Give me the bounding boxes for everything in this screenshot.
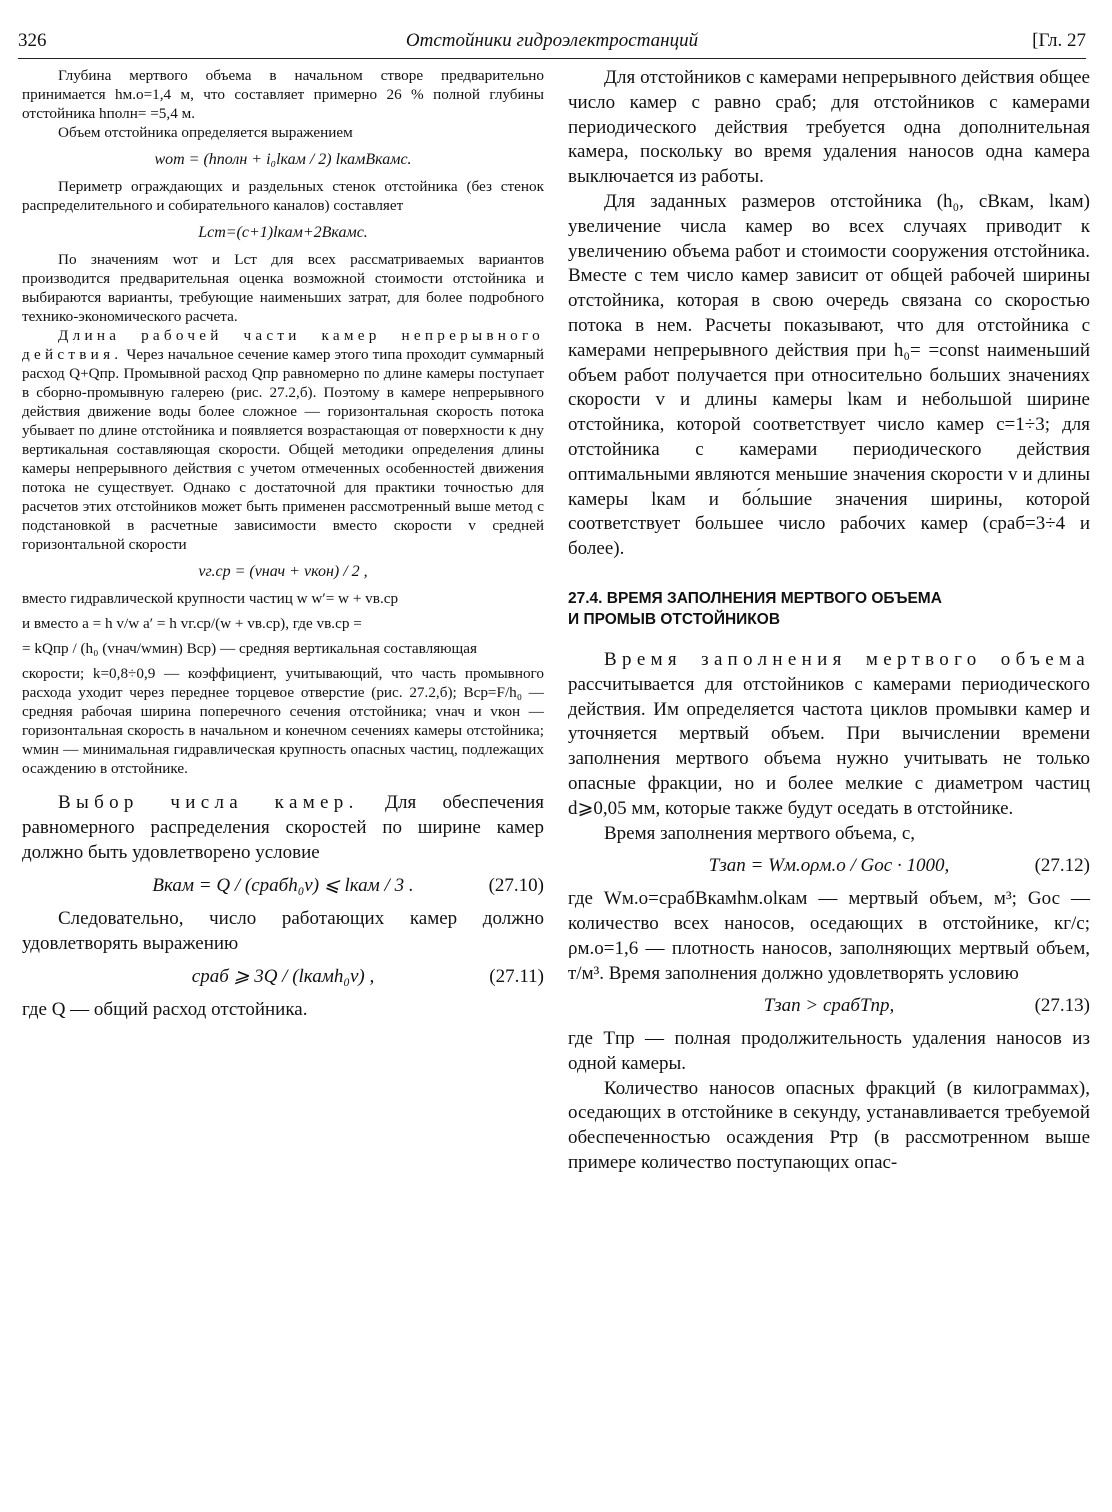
section-heading: 27.4. ВРЕМЯ ЗАПОЛНЕНИЯ МЕРТВОГО ОБЪЕМА И ПРОМЫВ ОТСТОЙНИКОВ [568,589,942,628]
running-title: Отстойники гидроэлектростанций [405,30,699,51]
right-column [568,66,1090,1176]
header-rule [18,58,1086,59]
equation-mean-velocity: vг.ср = (vнач + vкон) / 2 , [198,563,368,580]
paragraph: Длина рабочей части камер непрерывного действия. Через начальное сечение камер этого типа проходит суммарный расход Q+Qпр. Промывной расход Qпр равномерно по длине камеры поступает в сборно-промывную галерею (рис. 27.2,б). Поэтому в камере непрерывного действия движение воды более сложное — горизонтальная скорость потока убывает по длине отстойника и появляется возрастающая от поверхности к дну вертикальная составляющая скорости. Общей методики определения длины камеры непрерывного действия с учетом отмеченных особенностей движения потока не существует. Однако с достаточной для практики точностью для расчетов этих отстойников может быть применен рассмотренный выше метод с подстановкой в расчетные зависимости вместо скорости v средней горизонтальной скорости [22,327,544,553]
paragraph: где Q — общий расход отстойника. [22,999,308,1020]
equation-number: (27.13) [1034,995,1090,1017]
equation-27-13: Tзап > cрабTпр, (27.13) [568,994,1090,1019]
equation-27-12: Tзап = Wм.оρм.о / Gос · 1000, (27.12) [568,854,1090,879]
paragraph: Количество наносов опасных фракций (в килограммах), оседающих в отстойнике в секунду, устанавливается требуемой обеспеченностью осаждения Pтр (в рассмотренном выше примере количество поступающих опас- [568,1077,1090,1174]
paragraph: Объем отстойника определяется выражением [58,124,353,141]
paragraph: Периметр ограждающих и раздельных стенок отстойника (без стенок распределительного и собирательного каналов) составляет [22,178,544,214]
paragraph: где Wм.о=cрабBкамhм.оlкам — мертвый объем, м³; Gос — количество всех наносов, оседающих в отстойнике, кг/с; ρм.о=1,6 — плотность наносов, заполняющих мертвый объем, т/м³. Время заполнения должно удовлетворять условию [568,888,1090,984]
paragraph: вместо гидравлической крупности частиц w w′= w + vв.ср [22,590,399,607]
equation-27-11: cраб ⩾ 3Q / (lкамh₀v) , (27.11) [191,966,544,987]
paragraph: Выбор числа камер. Для обеспечения равномерного распределения скоростей по ширине камер должно быть удовлетворено условие [22,792,544,863]
paragraph: скорости; k=0,8÷0,9 — коэффициент, учитывающий, что часть промывного расхода уходит через переднее торцевое отверстие (рис. 27.2,б); Bср=F/h₀ — средняя рабочая ширина поперечного сечения отстойника; vнач и vкон — горизонтальная скорость в начальном и конечном сечениях камеры отстойника; wмин — минимальная гидравлическая крупность опасных частиц, подлежащих осаждению в отстойнике. [22,665,544,777]
equation-volume: wот = (hполн + i₀lкам / 2) lкамBкамc. [154,151,412,168]
equation-perimeter: Lст=(c+1)lкам+2Bкамc. [198,224,368,241]
paragraph: где Tпр — полная продолжительность удаления наносов из одной камеры. [568,1028,1090,1074]
paragraph: Глубина мертвого объема в начальном створе предварительно принимается hм.о=1,4 м, что составляет примерно 26 % полной глубины отстойника hполн= =5,4 м. [22,67,544,122]
run-in-heading: Выбор числа камер. [58,792,359,813]
page-header [18,22,1086,56]
chapter-label: [Гл. 27 [1032,30,1086,51]
equation-number: (27.10) [488,875,544,896]
equation-27-10: Bкам = Q / (cрабh₀v) ⩽ lкам / 3 . (27.10) [152,875,544,896]
paragraph: По значениям wот и Lст для всех рассматриваемых вариантов производится предварительная оценка возможной стоимости отстойника и выбираются варианты, требующие наименьших затрат, для более подробного технико-экономического расчета. [22,251,544,325]
equation-number: (27.11) [489,966,544,987]
paragraph: Время заполнения мертвого объема рассчитывается для отстойников с камерами периодического действия. Им определяется частота циклов промывки камер и уточняется мертвый объем. При вычислении времени заполнения мертвого объема нужно учитывать не только опасные фракции, но и более мелкие с диаметром частиц d⩾0,05 мм, которые также будут оседать в отстойнике. [568,648,1090,819]
paragraph: Для отстойников с камерами непрерывного действия общее число камер c равно cраб; для отстойников с камерами периодического действия требуется одна дополнительная камера, поскольку во время удаления наносов одна камера выключается из работы. [568,67,1090,188]
paragraph: Время заполнения мертвого объема, с, [604,822,916,844]
page-number: 326 [18,30,47,51]
run-in-heading: Длина рабочей части камер непрерывного действия. [22,327,544,363]
paragraph: Для заданных размеров отстойника (h₀, cBкам, lкам) увеличение числа камер во всех случаях приводит к увеличению объема работ и стоимости сооружения отстойника. Вместе с тем число камер зависит от общей рабочей ширины отстойника, которая в свою очередь связана со скоростью потока в нем. Расчеты показывают, что для отстойника с камерами непрерывного действия при h₀= =const наименьший объем работ получается при относительно больших значениях скорости v и длины камеры lкам и небольшой ширине отстойника, которой соответствует число камер c=1÷3; для отстойника с камерами периодического действия оптимальными являются меньшие значения скорости v и длины камеры lкам и бо́льшие значения ширины, которой соответствует большее число рабочих камер (cраб=3÷4 и более). [568,190,1090,560]
paragraph: = kQпр / (h₀ (vнач/wмин) Bср) — средняя вертикальная составляющая [22,640,477,657]
paragraph: Следовательно, число работающих камер должно удовлетворять выражению [22,908,544,954]
left-column [22,66,544,1022]
equation-number: (27.12) [1034,855,1090,877]
run-in-heading: Время заполнения мертвого объема [604,648,1090,670]
paragraph: и вместо a = h v/w a′ = h vг.ср/(w + vв.ср), где vв.ср = [22,615,362,632]
